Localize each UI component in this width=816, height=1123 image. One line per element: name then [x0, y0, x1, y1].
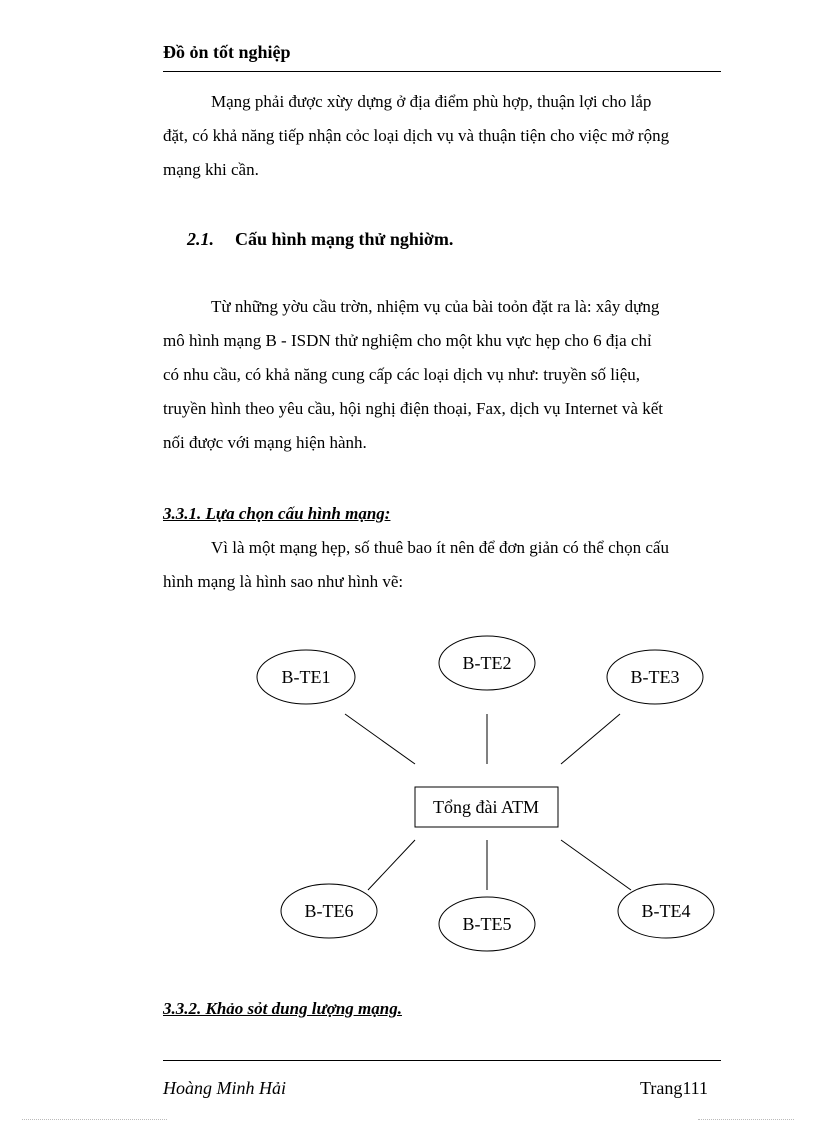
link-line: [561, 840, 631, 890]
node-b-te1: [257, 650, 355, 704]
node-label: B-TE2: [462, 653, 512, 673]
footer-rule: [163, 1060, 721, 1061]
body-line: nối được với mạng hiện hành.: [163, 433, 367, 452]
node-b-te5: [439, 897, 535, 951]
node-label: B-TE3: [630, 667, 680, 687]
choice-line: Vì là một mạng hẹp, số thuê bao ít nên để đơn giản có thể chọn cấu: [211, 538, 669, 557]
link-line: [561, 714, 620, 764]
node-b-te6: [281, 884, 377, 938]
node-label: B-TE4: [641, 901, 691, 921]
center-node: [415, 787, 558, 827]
body-line: mô hình mạng B - ISDN thử nghiệm cho một khu vực hẹp cho 6 địa chỉ: [163, 331, 652, 350]
footer-author: Hoàng Minh Hải: [163, 1078, 286, 1098]
dotted-edge-left: [22, 1119, 167, 1120]
node-b-te2: [439, 636, 535, 690]
footer-page-number: Trang111: [640, 1078, 709, 1098]
link-line: [368, 840, 415, 890]
link-line: [345, 714, 415, 764]
node-label: B-TE5: [462, 914, 512, 934]
section-title: Cấu hình mạng thử nghiờm.: [235, 229, 454, 249]
body-line: Từ những yờu cầu trờn, nhiệm vụ của bài toỏn đặt ra là: xây dựng: [211, 297, 660, 316]
intro-line: Mạng phải được xừy dựng ở địa điểm phù hợp, thuận lợi cho lắp: [211, 92, 652, 111]
intro-line: đặt, có khả năng tiếp nhận cỏc loại dịch vụ và thuận tiện cho việc mở rộng: [163, 126, 670, 145]
node-label: B-TE1: [281, 667, 331, 687]
node-label: B-TE6: [304, 901, 354, 921]
body-line: truyền hình theo yêu cầu, hội nghị điện thoại, Fax, dịch vụ Internet và kết: [163, 399, 663, 418]
header-title: Đồ ỏn tốt nghiệp: [163, 42, 291, 62]
choice-line: hình mạng là hình sao như hình vẽ:: [163, 572, 404, 591]
dotted-edge-right: [698, 1119, 794, 1120]
center-label: Tổng đài ATM: [433, 797, 539, 817]
subsection-heading-1: 3.3.1. Lựa chọn cấu hình mạng:: [163, 504, 391, 523]
subsection-heading-2: 3.3.2. Khảo sỏt dung lượng mạng.: [163, 999, 402, 1018]
body-line: có nhu cầu, có khả năng cung cấp các loại dịch vụ như: truyền số liệu,: [163, 365, 641, 384]
node-b-te4: [618, 884, 714, 938]
section-number: 2.1.: [187, 229, 214, 249]
node-b-te3: [607, 650, 703, 704]
intro-line: mạng khi cần.: [163, 160, 259, 179]
